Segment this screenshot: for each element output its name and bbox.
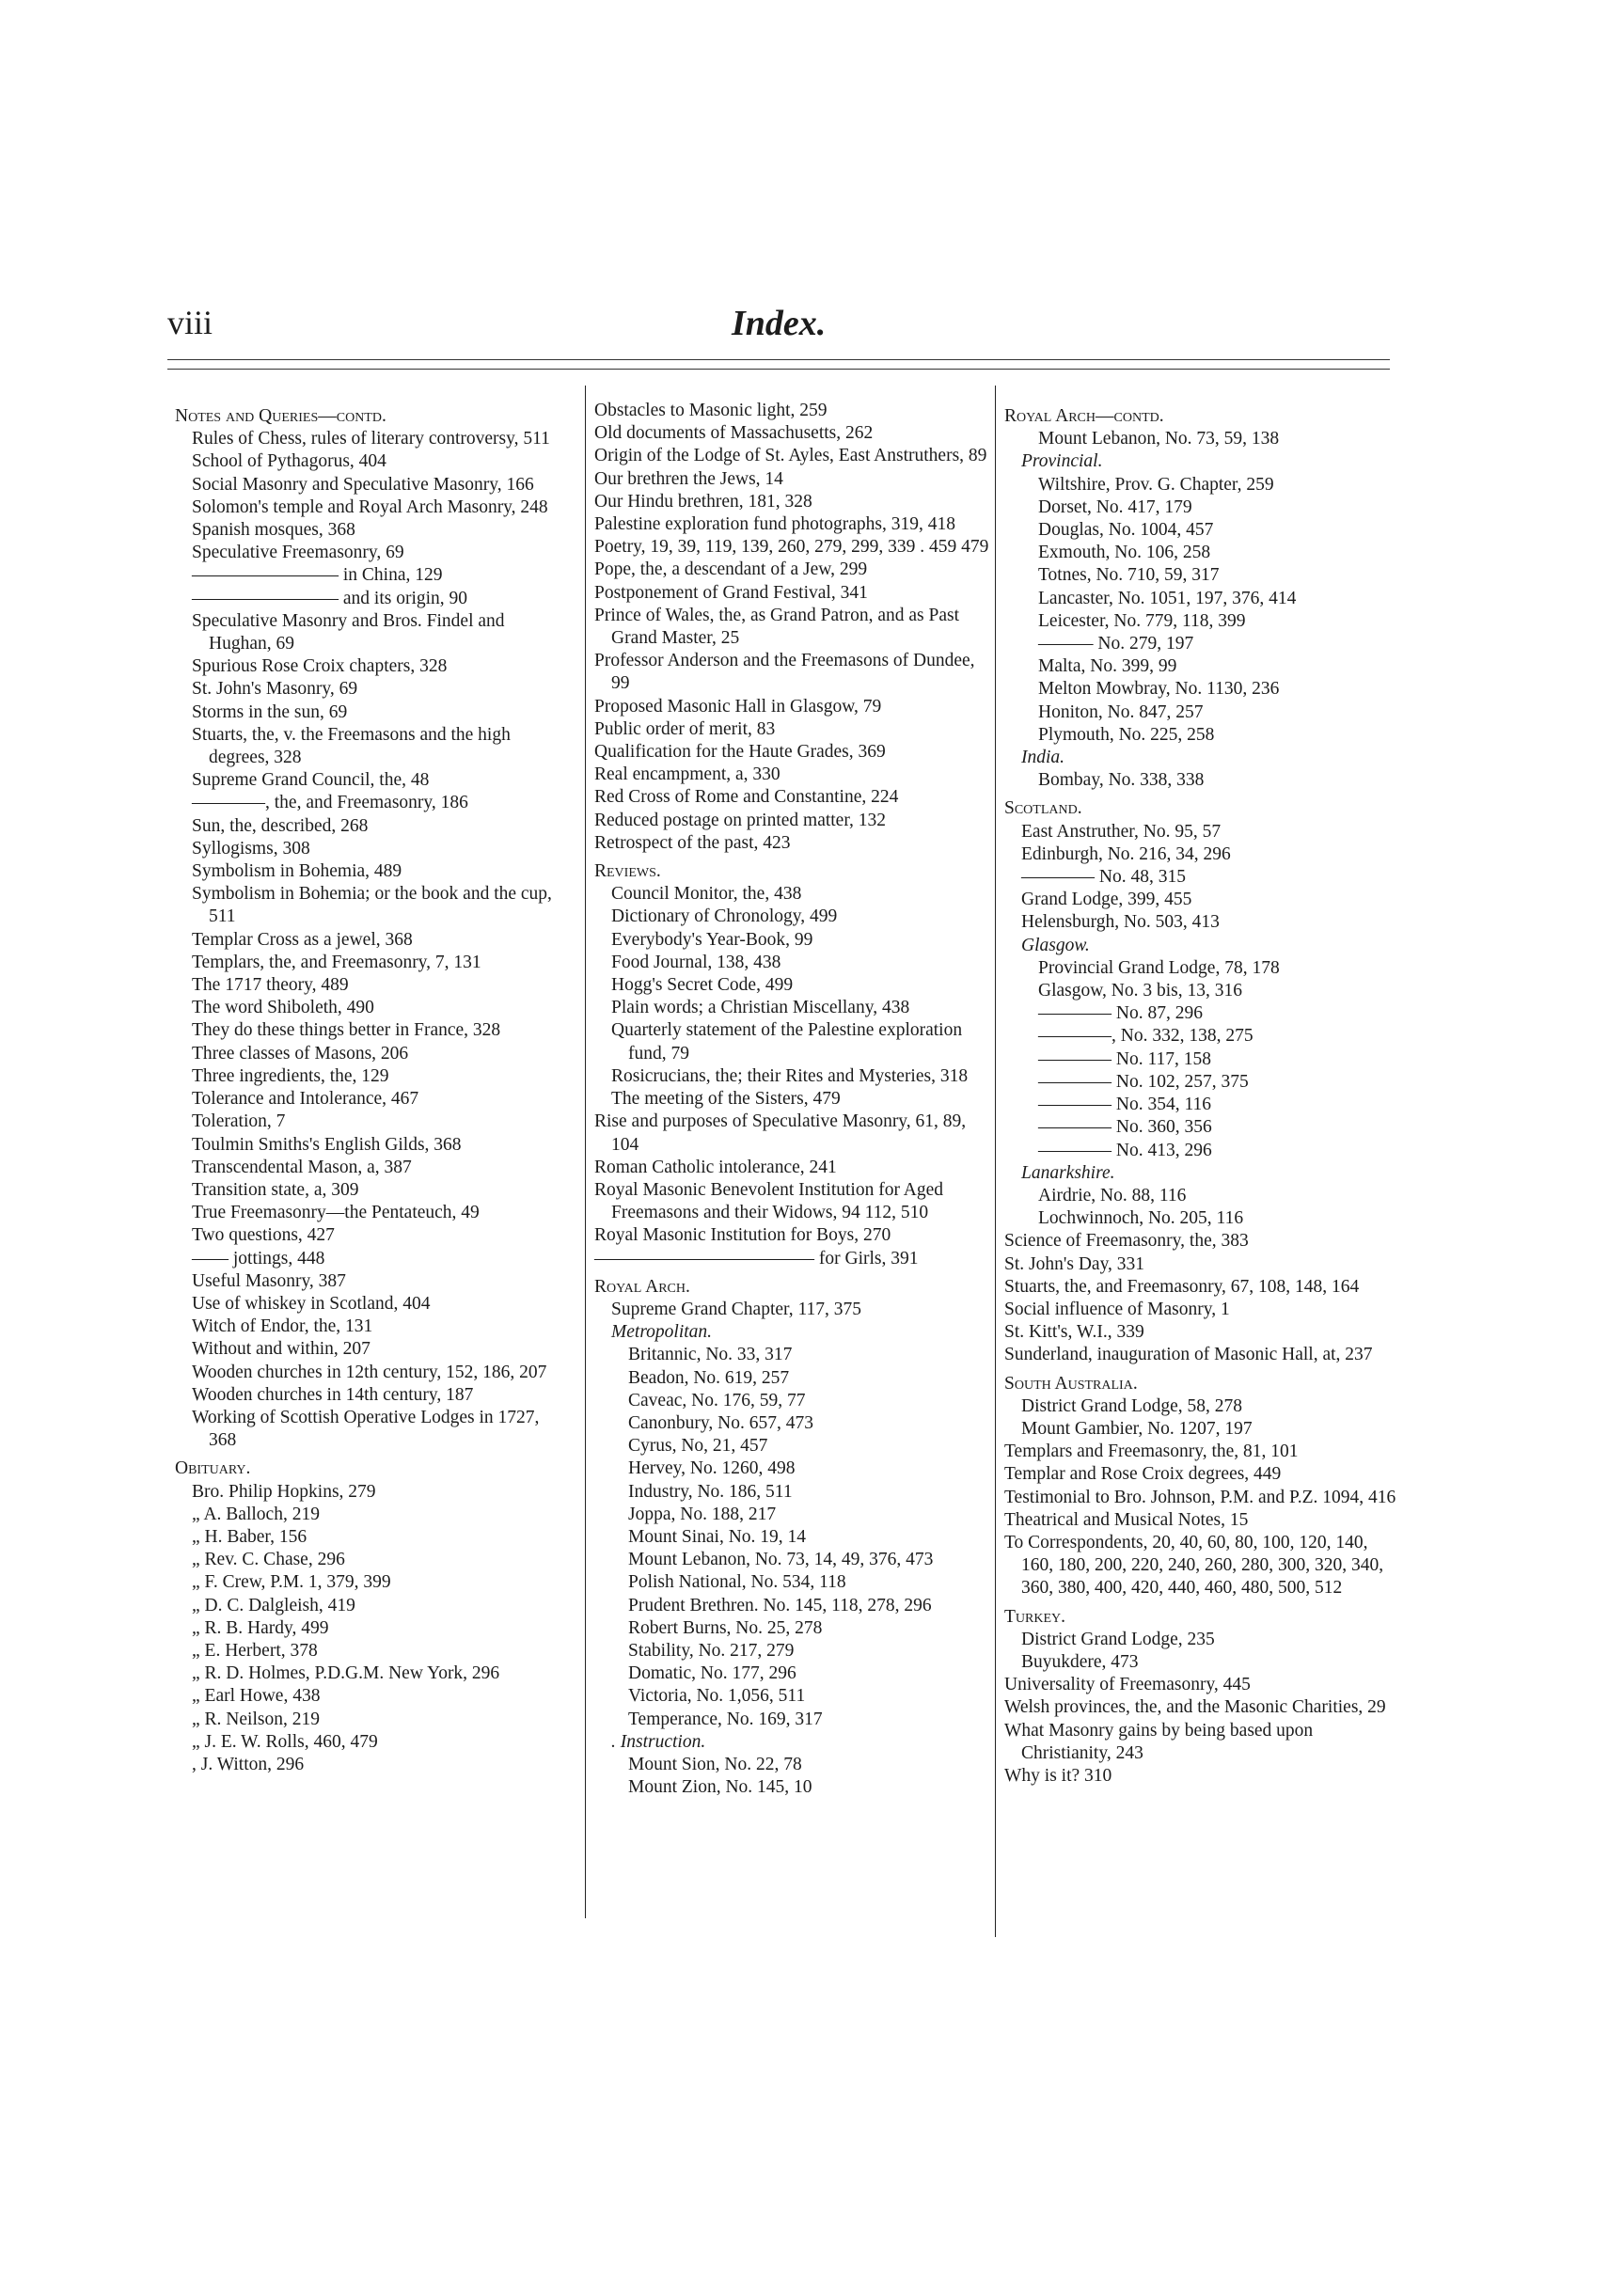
index-entry: Reduced postage on printed matter, 132 [594,810,887,830]
index-entry: Wooden churches in 14th century, 187 [192,1384,474,1405]
index-entry: Victoria, No. 1,056, 511 [628,1686,806,1707]
index-entry: Solomon's temple and Royal Arch Masonry, 248 [192,496,548,517]
index-entry: Social Masonry and Speculative Masonry, 166 [192,474,534,495]
index-entry: Templars, the, and Freemasonry, 7, 131 [192,952,481,972]
index-entry: „ F. Crew, P.M. 1, 379, 399 [192,1572,391,1593]
index-entry: Testimonial to Bro. Johnson, P.M. and P.Z. 1094, 416 [1004,1487,1396,1507]
index-entry: Rules of Chess, rules of literary controversy, 511 [192,429,550,449]
index-entry: Public order of merit, 83 [594,718,776,739]
header-rule-top [167,359,1390,360]
index-section-heading: Notes and Queries—contd. [175,406,386,426]
index-entry: ————, No. 332, 138, 275 [1038,1026,1253,1047]
index-entry: Old documents of Massachusetts, 262 [594,423,874,444]
index-entry: Useful Masonry, 387 [192,1270,346,1291]
index-entry: District Grand Lodge, 235 [1021,1629,1215,1649]
index-entry: Professor Anderson and the Freemasons of Dundee, 99 [594,651,975,694]
index-entry: Supreme Grand Council, the, 48 [192,770,430,791]
index-entry: „ Rev. C. Chase, 296 [192,1550,345,1570]
index-entry: Dictionary of Chronology, 499 [611,906,838,927]
index-entry: „ Earl Howe, 438 [192,1686,321,1707]
index-section-heading: Turkey. [1004,1606,1066,1627]
index-section-heading: Obituary. [175,1458,251,1479]
index-entry: Without and within, 207 [192,1339,371,1360]
index-entry: Douglas, No. 1004, 457 [1038,520,1214,541]
index-entry: ———— No. 413, 296 [1038,1140,1212,1160]
index-entry: Lancaster, No. 1051, 197, 376, 414 [1038,588,1297,608]
index-entry: Two questions, 427 [192,1225,335,1246]
index-entry: India. [1021,748,1065,768]
index-entry: Postponement of Grand Festival, 341 [594,582,868,603]
index-entry: Honiton, No. 847, 257 [1038,701,1204,722]
index-section-heading: South Australia. [1004,1373,1138,1394]
index-entry: Syllogisms, 308 [192,838,310,859]
index-entry: The 1717 theory, 489 [192,975,349,996]
index-entry: Quarterly statement of the Palestine exploration fund, 79 [611,1020,963,1064]
index-entry: Transcendental Mason, a, 387 [192,1157,412,1177]
index-entry: They do these things better in France, 328 [192,1020,501,1041]
column-divider-1 [585,386,586,1918]
index-entry: ————, the, and Freemasonry, 186 [192,793,468,813]
index-entry: Obstacles to Masonic light, 259 [594,401,828,420]
index-entry: To Correspondents, 20, 40, 60, 80, 100, 120, 140, 160, 180, 200, 220, 240, 260, 280, 300, 320, 340, 360, 380, 400, 420, 440, 460, 480, 500, 512 [1004,1532,1384,1599]
index-entry: ———————— in China, 129 [192,565,443,586]
index-entry: St. Kitt's, W.I., 339 [1004,1322,1144,1343]
index-entry: Three ingredients, the, 129 [192,1065,389,1086]
index-entry: Templar Cross as a jewel, 368 [192,929,413,950]
index-column-3 [1004,400,1399,1788]
index-entry: Roman Catholic intolerance, 241 [594,1157,837,1177]
index-entry: Mount Zion, No. 145, 10 [628,1777,812,1798]
index-entry: Rise and purposes of Speculative Masonry, 61, 89, 104 [594,1111,967,1155]
index-entry: Supreme Grand Chapter, 117, 375 [611,1299,862,1319]
index-entry: „ R. D. Holmes, P.D.G.M. New York, 296 [192,1663,500,1684]
index-entry: Mount Gambier, No. 1207, 197 [1021,1418,1253,1439]
index-entry: Metropolitan. [611,1322,713,1343]
index-column-2 [594,400,989,1799]
index-entry: „ H. Baber, 156 [192,1526,307,1547]
index-entry: Rosicrucians, the; their Rites and Mysteries, 318 [611,1065,969,1086]
index-entry: The word Shiboleth, 490 [192,998,374,1018]
index-entry: Temperance, No. 169, 317 [628,1709,823,1729]
index-entry: Canonbury, No. 657, 473 [628,1412,813,1433]
index-entry: Pope, the, a descendant of a Jew, 299 [594,559,868,580]
column-divider-2 [995,386,996,1937]
index-entry: Mount Sinai, No. 19, 14 [628,1526,807,1547]
index-entry: Theatrical and Musical Notes, 15 [1004,1509,1249,1530]
index-entry: , J. Witton, 296 [192,1754,305,1774]
index-entry: Polish National, No. 534, 118 [628,1572,846,1593]
index-entry: Symbolism in Bohemia; or the book and the cup, 511 [192,884,552,927]
index-entry: Transition state, a, 309 [192,1179,359,1200]
index-entry: ———————— and its origin, 90 [192,588,468,608]
index-entry: Provincial. [1021,451,1103,472]
index-entry: Plain words; a Christian Miscellany, 438 [611,998,910,1018]
index-entry: Buyukdere, 473 [1021,1651,1139,1672]
index-entry: Beadon, No. 619, 257 [628,1367,790,1388]
index-entry: Speculative Masonry and Bros. Findel and Hughan, 69 [192,610,505,654]
index-entry: Stuarts, the, v. the Freemasons and the high degrees, 328 [192,724,511,768]
index-entry: Leicester, No. 779, 118, 399 [1038,610,1246,631]
index-entry: . Instruction. [611,1731,706,1752]
index-entry: Malta, No. 399, 99 [1038,656,1177,677]
index-entry: Hogg's Secret Code, 499 [611,975,794,996]
index-entry: Mount Sion, No. 22, 78 [628,1754,802,1774]
index-entry: St. John's Day, 331 [1004,1253,1145,1274]
index-column-1 [175,400,570,1776]
index-entry: Social influence of Masonry, 1 [1004,1299,1230,1319]
index-entry: „ R. B. Hardy, 499 [192,1617,329,1638]
index-entry: Robert Burns, No. 25, 278 [628,1617,823,1638]
index-entry: District Grand Lodge, 58, 278 [1021,1395,1243,1416]
index-entry: ———————————— for Girls, 391 [594,1248,919,1268]
index-entry: ———— No. 87, 296 [1038,1003,1203,1024]
index-section-heading: Reviews. [594,861,661,882]
index-entry: Exmouth, No. 106, 258 [1038,543,1211,563]
index-entry: Provincial Grand Lodge, 78, 178 [1038,957,1280,978]
index-entry: Bro. Philip Hopkins, 279 [192,1481,376,1502]
index-entry: Our Hindu brethren, 181, 328 [594,491,812,512]
index-entry: Wiltshire, Prov. G. Chapter, 259 [1038,474,1274,495]
index-entry: Spurious Rose Croix chapters, 328 [192,656,448,677]
index-entry: Universality of Freemasonry, 445 [1004,1675,1251,1695]
index-entry: True Freemasonry—the Pentateuch, 49 [192,1203,480,1223]
index-entry: Joppa, No. 188, 217 [628,1504,777,1524]
index-entry: ———— No. 360, 356 [1038,1117,1212,1138]
index-entry: Sunderland, inauguration of Masonic Hall, at, 237 [1004,1345,1373,1365]
index-entry: Cyrus, No, 21, 457 [628,1436,768,1457]
index-entry: Industry, No. 186, 511 [628,1481,793,1502]
index-entry: Wooden churches in 12th century, 152, 186, 207 [192,1362,547,1382]
index-entry: Plymouth, No. 225, 258 [1038,724,1215,745]
header-rule-bottom [167,369,1390,370]
index-entry: Hervey, No. 1260, 498 [628,1458,796,1479]
index-entry: Council Monitor, the, 438 [611,884,802,905]
index-entry: Proposed Masonic Hall in Glasgow, 79 [594,696,882,717]
index-entry: Real encampment, a, 330 [594,764,780,785]
index-entry: Our brethren the Jews, 14 [594,468,783,489]
index-entry: Domatic, No. 177, 296 [628,1663,796,1684]
index-entry: Working of Scottish Operative Lodges in 1727, 368 [192,1407,540,1451]
index-entry: „ J. E. W. Rolls, 460, 479 [192,1731,378,1752]
index-entry: Caveac, No. 176, 59, 77 [628,1390,806,1410]
index-entry: Edinburgh, No. 216, 34, 296 [1021,843,1231,864]
index-entry: Toleration, 7 [192,1111,286,1132]
index-entry: Bombay, No. 338, 338 [1038,770,1205,791]
index-entry: Dorset, No. 417, 179 [1038,496,1192,517]
index-entry: ———— No. 117, 158 [1038,1048,1211,1069]
index-entry: Why is it? 310 [1004,1765,1112,1786]
index-entry: Poetry, 19, 39, 119, 139, 260, 279, 299, 339 . 459 479 [594,537,989,558]
index-entry: Prince of Wales, the, as Grand Patron, and as Past Grand Master, 25 [594,605,959,649]
index-entry: Stability, No. 217, 279 [628,1640,795,1661]
index-entry: Food Journal, 138, 438 [611,952,781,972]
index-entry: Templar and Rose Croix degrees, 449 [1004,1464,1282,1485]
index-entry: Use of whiskey in Scotland, 404 [192,1293,431,1314]
index-entry: Stuarts, the, and Freemasonry, 67, 108, 148, 164 [1004,1276,1360,1297]
index-entry: Totnes, No. 710, 59, 317 [1038,565,1220,586]
page-number: viii [167,304,213,341]
index-entry: School of Pythagorus, 404 [192,451,386,472]
index-entry: Sun, the, described, 268 [192,815,369,836]
index-entry: Symbolism in Bohemia, 489 [192,861,402,882]
index-entry: Science of Freemasonry, the, 383 [1004,1231,1249,1252]
index-entry: Storms in the sun, 69 [192,701,348,722]
index-entry: —— jottings, 448 [192,1248,325,1268]
index-entry: Red Cross of Rome and Constantine, 224 [594,787,899,808]
index-entry: „ D. C. Dalgleish, 419 [192,1595,355,1615]
index-section-heading: Royal Arch—contd. [1004,406,1164,426]
index-entry: Three classes of Masons, 206 [192,1043,409,1064]
index-entry: Qualification for the Haute Grades, 369 [594,742,886,763]
index-entry: „ A. Balloch, 219 [192,1504,320,1524]
index-entry: Templars and Freemasonry, the, 81, 101 [1004,1442,1299,1462]
index-entry: Origin of the Lodge of St. Ayles, East Anstruthers, 89 [594,446,987,466]
index-entry: Airdrie, No. 88, 116 [1038,1185,1187,1205]
index-entry: „ E. Herbert, 378 [192,1640,318,1661]
index-entry: Grand Lodge, 399, 455 [1021,890,1192,910]
index-entry: The meeting of the Sisters, 479 [611,1089,841,1110]
index-entry: Mount Lebanon, No. 73, 14, 49, 376, 473 [628,1550,934,1570]
index-section-heading: Scotland. [1004,798,1082,819]
index-entry: Lanarkshire. [1021,1162,1115,1183]
index-entry: Speculative Freemasonry, 69 [192,543,404,563]
index-entry: ———— No. 102, 257, 375 [1038,1071,1249,1092]
index-entry: Lochwinnoch, No. 205, 116 [1038,1208,1244,1229]
index-entry: ———— No. 354, 116 [1038,1095,1211,1115]
index-entry: Helensburgh, No. 503, 413 [1021,912,1220,933]
index-entry: Mount Lebanon, No. 73, 59, 138 [1038,429,1280,449]
index-entry: „ R. Neilson, 219 [192,1709,320,1729]
index-entry: Melton Mowbray, No. 1130, 236 [1038,679,1280,700]
index-entry: Everybody's Year-Book, 99 [611,929,813,950]
index-section-heading: Royal Arch. [594,1276,690,1297]
index-entry: Britannic, No. 33, 317 [628,1345,793,1365]
index-entry: Palestine exploration fund photographs, 319, 418 [594,514,955,535]
index-entry: Glasgow, No. 3 bis, 13, 316 [1038,981,1243,1001]
index-entry: Royal Masonic Benevolent Institution for Aged Freemasons and their Widows, 94 112, 510 [594,1179,943,1223]
index-entry: Witch of Endor, the, 131 [192,1316,373,1337]
index-entry: Glasgow. [1021,935,1090,955]
index-entry: Spanish mosques, 368 [192,520,355,541]
page-title: Index. [732,304,827,343]
index-entry: Welsh provinces, the, and the Masonic Charities, 29 [1004,1697,1386,1718]
index-entry: Royal Masonic Institution for Boys, 270 [594,1225,891,1246]
index-entry: Prudent Brethren. No. 145, 118, 278, 296 [628,1595,932,1615]
index-entry: Toulmin Smiths's English Gilds, 368 [192,1134,462,1155]
index-entry: What Masonry gains by being based upon Christianity, 243 [1004,1720,1314,1763]
index-entry: ——— No. 279, 197 [1038,634,1194,654]
index-entry: Retrospect of the past, 423 [594,832,791,853]
index-entry: Tolerance and Intolerance, 467 [192,1089,419,1110]
index-entry: St. John's Masonry, 69 [192,679,358,700]
index-entry: ———— No. 48, 315 [1021,867,1186,888]
index-entry: East Anstruther, No. 95, 57 [1021,821,1222,842]
